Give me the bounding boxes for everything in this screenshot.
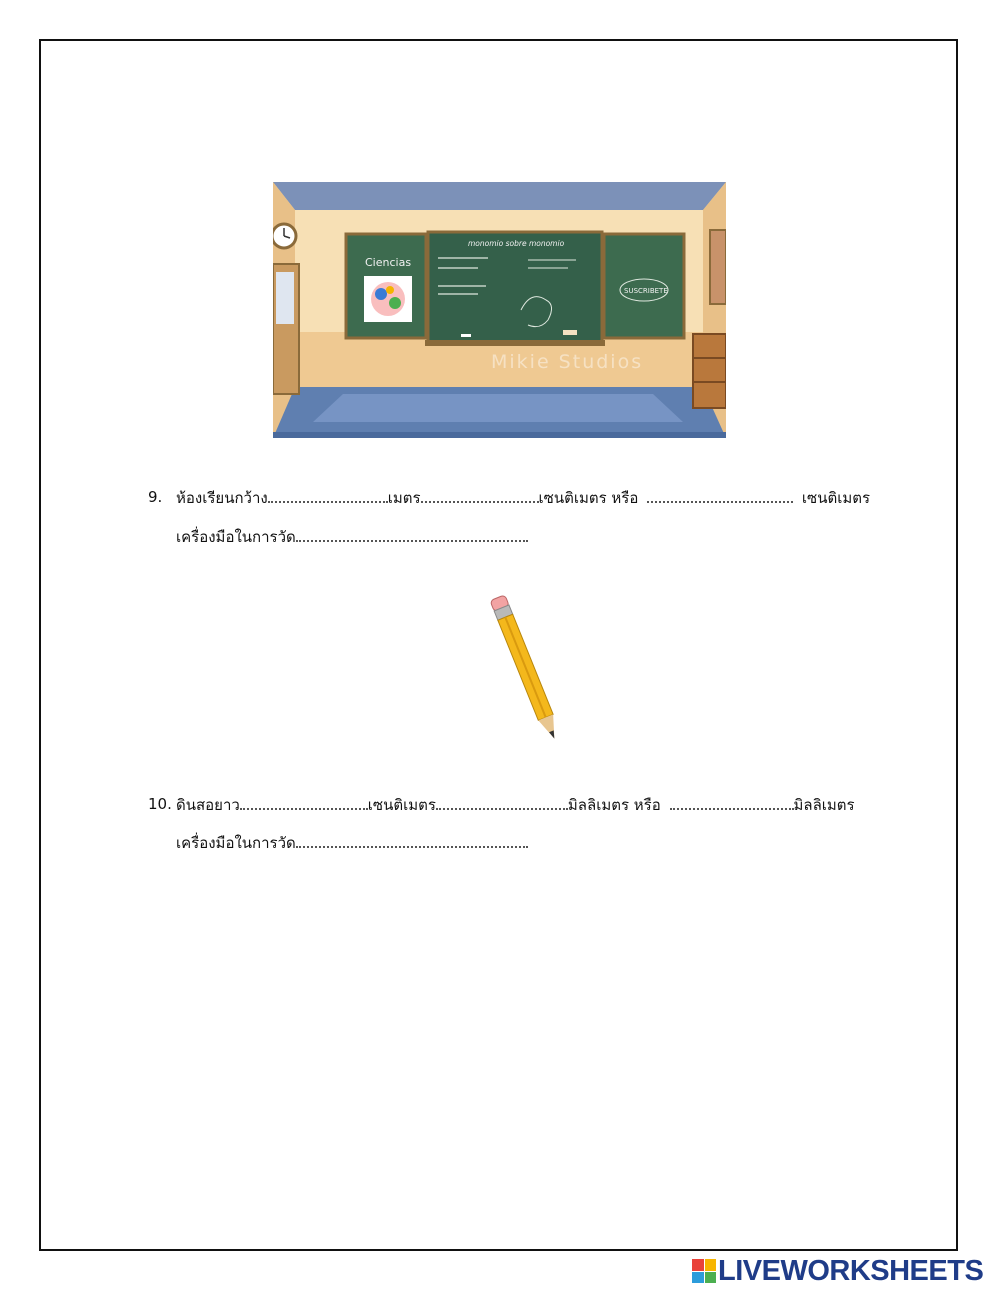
board-center-heading: monomio sobre monomio [468, 239, 565, 248]
answer-blank-centimeters[interactable] [240, 794, 368, 810]
unit-label: เซนติเมตร [367, 796, 436, 814]
liveworksheets-logo-icon [692, 1259, 716, 1283]
image-watermark: Mikie Studios [491, 351, 644, 373]
question-prefix: ดินสอยาว [176, 796, 240, 814]
answer-blank-centimeters[interactable] [421, 487, 539, 503]
question-9-text [176, 487, 882, 508]
question-10-line-2 [176, 832, 528, 853]
question-10-line-1 [148, 794, 172, 814]
question-number: 10. [148, 795, 172, 813]
unit-label: เซนติเมตร หรือ [538, 489, 639, 507]
answer-blank-millimeters[interactable] [436, 794, 568, 810]
answer-blank-total-centimeters[interactable] [647, 487, 793, 503]
unit-label: มิลลิเมตร หรือ [567, 796, 661, 814]
answer-blank-tool[interactable] [296, 832, 528, 848]
answer-blank-meters[interactable] [268, 487, 388, 503]
question-10-text [176, 794, 882, 815]
question-prefix: ห้องเรียนกว้าง [176, 489, 268, 507]
tool-prompt: เครื่องมือในการวัด [176, 528, 296, 546]
question-number: 9. [148, 488, 163, 506]
answer-blank-tool[interactable] [296, 526, 528, 542]
pencil-icon [472, 584, 582, 758]
board-right-text: SUSCRIBETE [624, 287, 668, 295]
brand-name: LIVEWORKSHEETS [718, 1254, 984, 1287]
unit-label: เมตร [387, 489, 421, 507]
question-9-line-2 [176, 526, 528, 547]
unit-label: มิลลิเมตร [793, 796, 855, 814]
answer-blank-total-millimeters[interactable] [670, 794, 794, 810]
unit-label: เซนติเมตร [801, 489, 871, 507]
question-9-line-1 [148, 487, 162, 507]
classroom-illustration [273, 182, 726, 438]
board-left-text: Ciencias [365, 256, 412, 269]
tool-prompt: เครื่องมือในการวัด [176, 834, 296, 852]
liveworksheets-logo [692, 1254, 984, 1287]
